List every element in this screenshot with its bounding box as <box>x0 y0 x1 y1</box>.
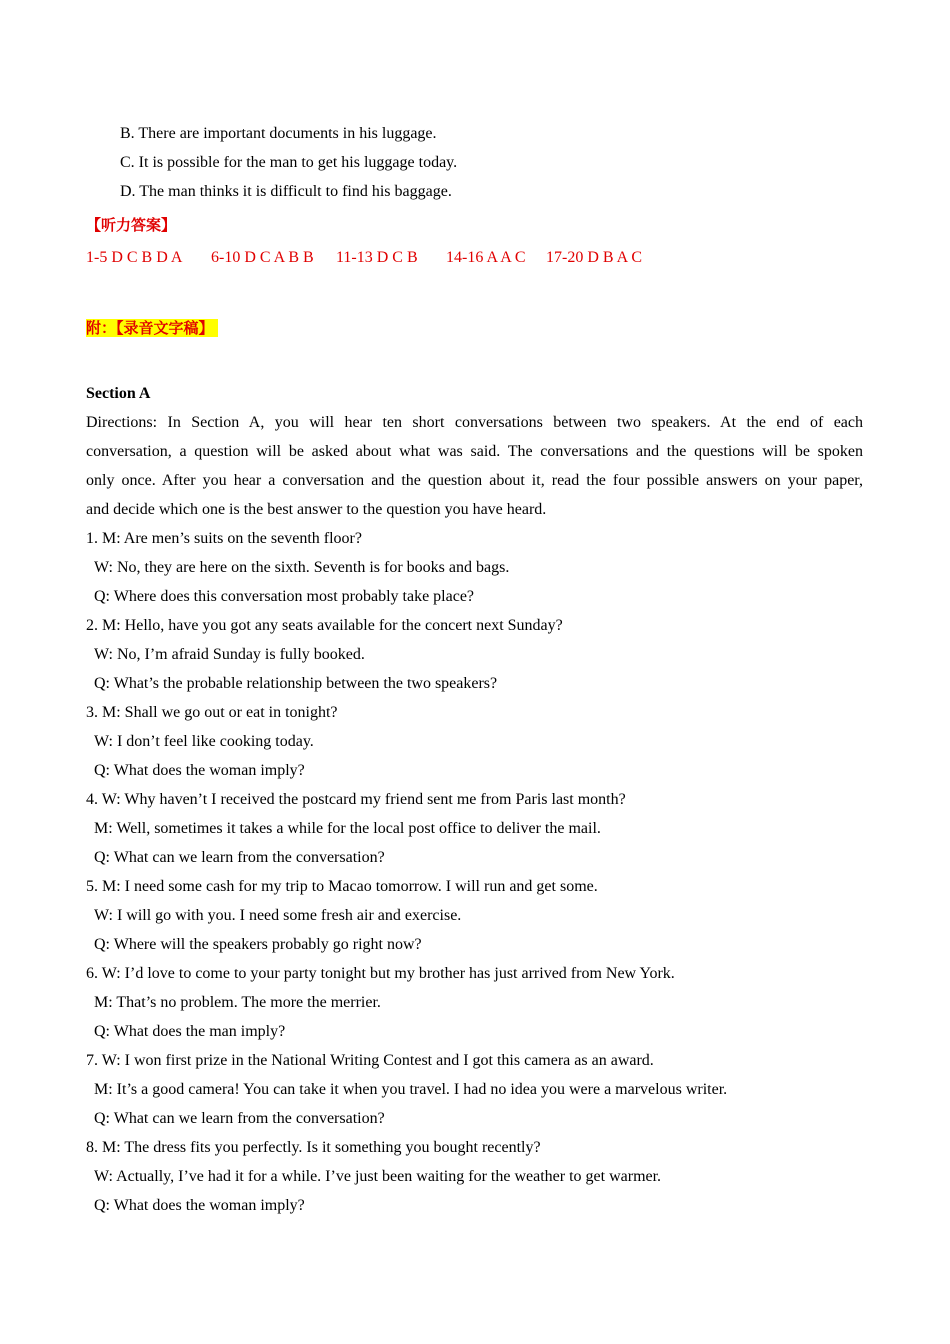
dialogue-line: 8. M: The dress fits you perfectly. Is it something you bought recently? <box>86 1139 541 1156</box>
answer-group: 6-10 D C A B B <box>211 249 314 266</box>
dialogue-line: W: No, they are here on the sixth. Seventh is for books and bags. <box>94 559 510 576</box>
directions-line: conversation, a question will be asked about what was said. The conversations and the questions will be spoken <box>86 443 863 460</box>
directions-line: Directions: In Section A, you will hear ten short conversations between two speakers. At the end of each <box>86 414 863 431</box>
dialogue-line: W: I will go with you. I need some fresh air and exercise. <box>94 907 462 924</box>
answer-group: 11-13 D C B <box>336 249 418 266</box>
dialogue-question: Q: What does the woman imply? <box>94 1197 305 1214</box>
dialogue-question: Q: Where does this conversation most probably take place? <box>94 588 475 605</box>
dialogue-line: W: Actually, I’ve had it for a while. I’ve just been waiting for the weather to get warmer. <box>94 1168 662 1185</box>
directions-line: only once. After you hear a conversation and the question about it, read the four possible answers on your paper, <box>86 472 863 489</box>
dialogue-line: 3. M: Shall we go out or eat in tonight? <box>86 704 338 721</box>
dialogue-line: M: Well, sometimes it takes a while for the local post office to deliver the mail. <box>94 820 601 837</box>
dialogue-line: 5. M: I need some cash for my trip to Macao tomorrow. I will run and get some. <box>86 878 598 895</box>
section-title: Section A <box>86 385 151 402</box>
dialogue-question: Q: Where will the speakers probably go right now? <box>94 936 422 953</box>
answer-group: 14-16 A A C <box>446 249 526 266</box>
dialogue-question: Q: What does the man imply? <box>94 1023 286 1040</box>
highlighted-heading: 附：【录音文字稿】 <box>86 319 218 337</box>
answer-group: 1-5 D C B D A <box>86 249 183 266</box>
dialogue-line: 4. W: Why haven’t I received the postcard my friend sent me from Paris last month? <box>86 791 626 808</box>
appendix-heading <box>86 318 218 338</box>
answer-group: 17-20 D B A C <box>546 249 643 266</box>
dialogue-line: 6. W: I’d love to come to your party tonight but my brother has just arrived from New York. <box>86 965 675 982</box>
option-c: C. It is possible for the man to get his luggage today. <box>120 154 458 171</box>
directions-line: and decide which one is the best answer to the question you have heard. <box>86 501 547 518</box>
dialogue-question: Q: What’s the probable relationship between the two speakers? <box>94 675 498 692</box>
answer-heading: 【听力答案】 <box>86 216 177 234</box>
dialogue-question: Q: What can we learn from the conversation? <box>94 849 385 866</box>
dialogue-line: 1. M: Are men’s suits on the seventh floor? <box>86 530 362 547</box>
option-b: B. There are important documents in his luggage. <box>120 125 437 142</box>
dialogue-line: 2. M: Hello, have you got any seats available for the concert next Sunday? <box>86 617 563 634</box>
dialogue-line: W: I don’t feel like cooking today. <box>94 733 314 750</box>
dialogue-line: M: It’s a good camera! You can take it when you travel. I had no idea you were a marvelous writer. <box>94 1081 728 1098</box>
dialogue-question: Q: What can we learn from the conversation? <box>94 1110 385 1127</box>
dialogue-line: M: That’s no problem. The more the merrier. <box>94 994 381 1011</box>
option-d: D. The man thinks it is difficult to find his baggage. <box>120 183 452 200</box>
dialogue-question: Q: What does the woman imply? <box>94 762 305 779</box>
dialogue-line: 7. W: I won first prize in the National Writing Contest and I got this camera as an award. <box>86 1052 654 1069</box>
dialogue-line: W: No, I’m afraid Sunday is fully booked. <box>94 646 365 663</box>
